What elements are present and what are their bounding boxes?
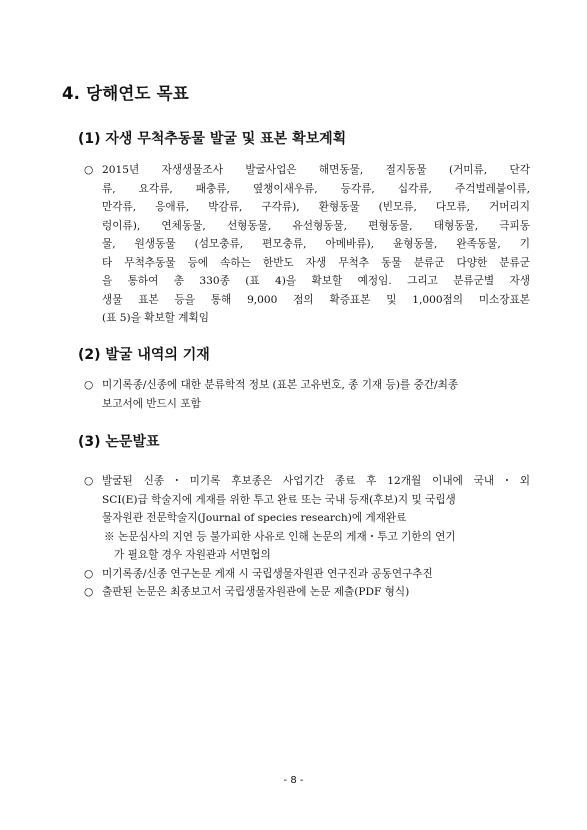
section-1-paragraph	[78, 161, 530, 328]
line-text: 출판된 논문은 최종보고서 국립생물자원관에 논문 제출(PDF 형식)	[102, 586, 410, 598]
paragraph-line: 을 통하여 총 330종 (표 4)을 확보할 예정임. 그리고 분류군별 자생	[102, 275, 530, 287]
note-line	[78, 528, 530, 547]
line-text: 미기록종/신종 연구논문 게재 시 국립생물자원관 연구진과 공동연구추진	[102, 567, 433, 580]
page-heading: 4. 당해연도 목표	[62, 84, 189, 103]
paragraph-line	[78, 161, 530, 180]
paragraph-line: 류, 요각류, 패충류, 옆챙이새우류, 등각류, 십각류, 주걱벌레붙이류,	[102, 182, 530, 195]
section-title-1: (1) 자생 무척추동물 발굴 및 표본 확보계획	[78, 131, 347, 147]
bullet-mark: ○	[84, 475, 94, 487]
paragraph-line: 생물 표본 등을 통해 9,000 점의 확증표본 및 1,000점의 미소장표본	[102, 293, 530, 306]
bullet-mark: ○	[84, 164, 94, 176]
section-2-paragraph	[78, 376, 530, 413]
note-mark: ※	[104, 530, 115, 543]
paragraph-line	[78, 565, 530, 584]
section-3-paragraph	[78, 472, 530, 602]
paragraph-line: 물자원관 전문학술지(Journal of species research)에 게재완료	[102, 512, 407, 524]
line-text: 미기록종/신종에 대한 분류학적 정보 (표본 고유번호, 종 기재 등)를 중간/최종	[102, 379, 459, 391]
paragraph-line	[78, 472, 530, 491]
section-title-2: (2) 발굴 내역의 기재	[78, 347, 210, 363]
line-text: 2015년 자생생물조사 발굴사업은 해면동물, 절지동물 (거미류, 단각	[102, 164, 530, 176]
note-line: 가 필요할 경우 자원관과 서면협의	[114, 549, 271, 561]
bullet-mark: ○	[84, 586, 94, 598]
paragraph-line: SCI(E)급 학술지에 게재를 위한 투고 완료 또는 국내 등재(후보)지 및 국립생	[102, 493, 456, 506]
line-text: 발굴된 신종・미기록 후보종은 사업기간 종료 후 12개월 이내에 국내・외	[102, 475, 530, 487]
paragraph-line: 만각류, 응애류, 박감류, 구각류), 환형동물 (빈모류, 다모류, 거머리지	[102, 201, 530, 213]
paragraph-line: 보고서에 반드시 포함	[102, 397, 201, 410]
paragraph-line: 물, 원생동물 (섬모충류, 편모충류, 아메바류), 윤형동물, 완족동물, 기	[102, 238, 530, 250]
paragraph-line	[78, 583, 530, 602]
line-text: 논문심사의 지연 등 불가피한 사유로 인해 논문의 게재・투고 기한의 연기	[117, 530, 456, 543]
section-title-3: (3) 논문발표	[78, 434, 160, 450]
bullet-mark: ○	[84, 567, 94, 580]
bullet-mark: ○	[84, 379, 94, 391]
paragraph-line: 렁이류), 연체동물, 선형동물, 유선형동물, 편형동물, 태형동물, 극피동	[102, 219, 530, 232]
paragraph-line: 타 무척추동물 등에 속하는 한반도 자생 무척추 동물 분류군 다양한 분류군	[102, 256, 530, 269]
page-number: - 8 -	[283, 775, 304, 786]
paragraph-line: (표 5)을 확보할 계획임	[102, 312, 209, 324]
paragraph-line	[78, 376, 530, 395]
